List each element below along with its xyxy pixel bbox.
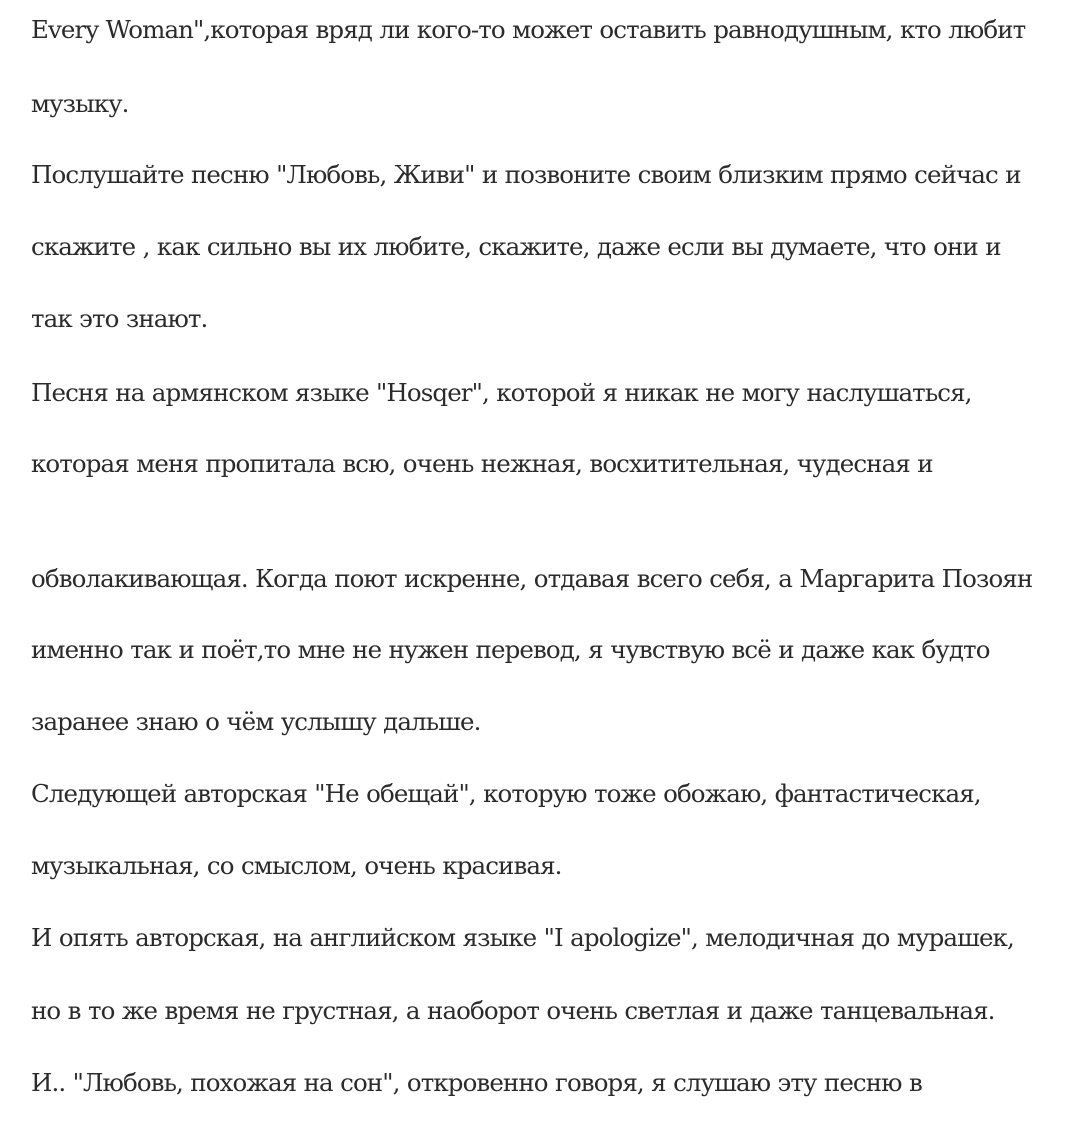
text-line: скажите , как сильно вы их любите, скажите, даже если вы думаете, что они и [31,232,1001,261]
text-line: обволакивающая. Когда поют искренне, отдавая всего себя, а Маргарита Позоян [31,564,1033,593]
text-line: Every Woman",которая вряд ли кого-то может оставить равнодушным, кто любит [31,15,1026,44]
text-line: И.. "Любовь, похожая на сон", откровенно говоря, я слушаю эту песню в [31,1068,922,1097]
text-line: но в то же время не грустная, а наоборот очень светлая и даже танцевальная. [31,996,995,1025]
text-line: музыкальная, со смыслом, очень красивая. [31,851,562,880]
text-line: музыку. [31,89,129,118]
text-line: И опять авторская, на английском языке "I apologize", мелодичная до мурашек, [31,923,1014,952]
text-line: Следующей авторская "Не обещай", которую тоже обожаю, фантастическая, [31,779,981,808]
text-line: Послушайте песню "Любовь, Живи" и позвоните своим близким прямо сейчас и [31,160,1021,189]
text-line: Песня на армянском языке "Hosqer", которой я никак не могу наслушаться, [31,378,972,407]
text-line: именно так и поёт,то мне не нужен перевод, я чувствую всё и даже как будто [31,635,990,664]
text-line: так это знают. [31,304,208,333]
text-line: заранее знаю о чём услышу дальше. [31,707,481,736]
text-line: которая меня пропитала всю, очень нежная, восхитительная, чудесная и [31,449,933,478]
